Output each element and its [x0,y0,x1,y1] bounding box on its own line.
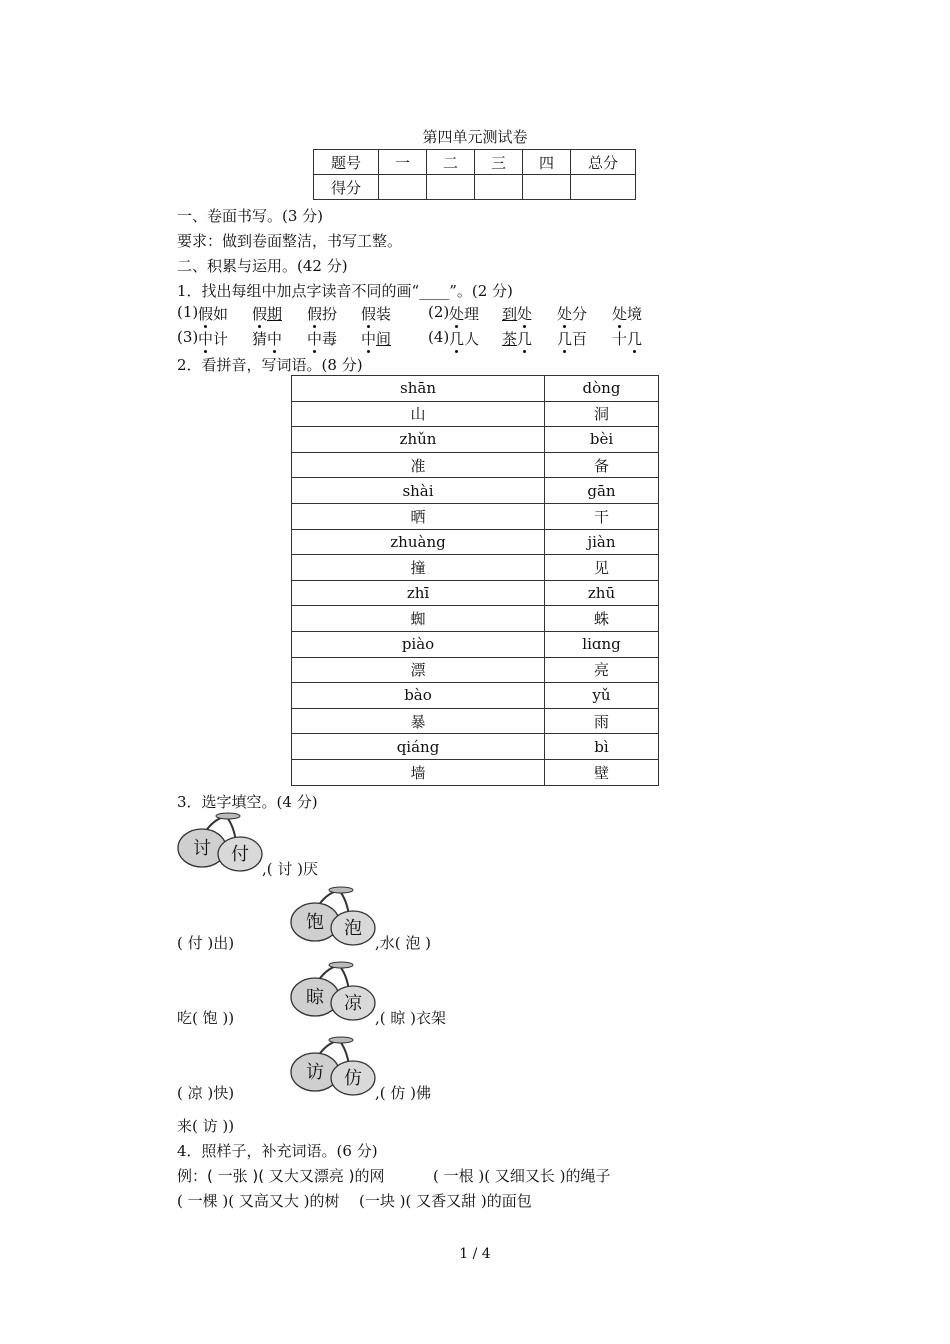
section1-heading: 一、卷面书写。(3 分) [177,207,324,225]
q2-prompt: 2．看拼音，写词语。(8 分) [177,356,363,374]
answer-row [292,657,659,683]
answer-cell[interactable]: 干 [545,503,659,529]
cherry-char-b: 凉 [344,993,362,1014]
pinyin-cell: bào [292,683,545,709]
q3-line: 吃( 饱 )) [177,1009,235,1027]
pinyin-row [292,683,659,709]
answer-row [292,555,659,581]
q3-line: ,( 仿 )佛 [375,1084,432,1102]
dotted-char: 中 [361,330,377,348]
q4-example-label: 例： [177,1167,208,1185]
answer-cell[interactable]: 准 [292,452,545,478]
word-rest: 毒 [322,330,338,348]
pinyin-row [292,734,659,760]
q1-word[interactable] [252,303,282,324]
pinyin-row [292,580,659,606]
score-header-cell: 三 [475,150,523,175]
cherry-char-b: 付 [231,844,249,865]
cherry-icon [289,886,377,948]
q1-word[interactable] [557,303,587,324]
dotted-char: 处 [449,305,465,323]
word-rest: 扮 [322,305,338,323]
pinyin-cell: zhǔn [292,427,545,453]
section1-requirement: 要求：做到卷面整洁，书写工整。 [177,232,403,250]
dotted-char: 几 [449,330,465,348]
q4-example: ( 一张 )( 又大又漂亮 )的网 [207,1167,385,1185]
score-row-label: 得分 [314,175,379,200]
answer-row [292,708,659,734]
q1-word[interactable] [361,303,391,324]
score-header-cell: 题号 [314,150,379,175]
q1-prompt: 1．找出每组中加点字读音不同的画“____”。(2 分) [177,282,513,300]
word-rest: 境 [627,305,643,323]
score-cell[interactable] [379,175,427,200]
pinyin-cell: bì [545,734,659,760]
q1-word[interactable] [252,328,282,349]
word-rest: 理 [464,305,480,323]
answer-row [292,759,659,785]
cherry-icon [289,1036,377,1098]
score-header-cell: 四 [523,150,571,175]
answer-row [292,401,659,427]
pinyin-cell: shān [292,376,545,402]
q4-item: ( 一根 )( 又细又长 )的绳子 [433,1167,611,1185]
q3-prompt: 3．选字填空。(4 分) [177,793,318,811]
answer-cell[interactable]: 晒 [292,503,545,529]
answer-row [292,503,659,529]
cherry-char-a: 晾 [306,987,324,1008]
score-header-cell: 一 [379,150,427,175]
q1-group4-label: (4) [428,328,450,346]
dotted-char: 几 [627,330,643,348]
q3-line: ( 付 )出) [177,934,235,952]
dotted-char: 处 [517,305,533,323]
pinyin-cell: dòng [545,376,659,402]
dotted-char: 中 [307,330,323,348]
q1-word[interactable] [502,303,532,324]
answer-cell[interactable]: 暴 [292,708,545,734]
q1-group1-label: (1) [177,303,199,321]
q1-word[interactable] [198,303,228,324]
pinyin-cell: zhū [545,580,659,606]
q1-word[interactable] [502,328,532,349]
answer-cell[interactable]: 见 [545,555,659,581]
pinyin-row [292,529,659,555]
score-table-header-row [314,150,636,175]
word-rest: 十 [612,330,628,348]
pinyin-row [292,631,659,657]
word-rest: 装 [376,305,392,323]
pinyin-cell: zhī [292,580,545,606]
answer-cell[interactable]: 山 [292,401,545,427]
word-rest: 分 [572,305,588,323]
q1-word[interactable] [307,328,337,349]
underlined-answer: 中间 [361,330,392,348]
pinyin-cell: zhuàng [292,529,545,555]
pinyin-cell: piào [292,631,545,657]
q1-word[interactable] [361,328,391,349]
pinyin-row [292,376,659,402]
cherry-char-a: 讨 [193,838,211,859]
q4-prompt: 4．照样子，补充词语。(6 分) [177,1142,378,1160]
q3-line: ( 凉 )快) [177,1084,235,1102]
q1-word[interactable] [198,328,228,349]
dotted-char: 中 [198,330,214,348]
dotted-char: 假 [252,305,268,323]
word-rest: 百 [572,330,588,348]
underlined-answer: 到处 [502,305,533,323]
underlined-answer: 茶几 [502,330,533,348]
word-rest: 人 [464,330,480,348]
cherry-char-b: 泡 [344,918,362,939]
q1-word[interactable] [449,328,479,349]
pinyin-cell: gān [545,478,659,504]
score-header-cell: 二 [427,150,475,175]
pinyin-row [292,478,659,504]
dotted-char: 假 [307,305,323,323]
score-header-cell: 总分 [571,150,636,175]
section2-heading: 二、积累与运用。(42 分) [177,257,348,275]
dotted-char: 假 [198,305,214,323]
underlined-answer: 假期 [252,305,283,323]
q1-group3-label: (3) [177,328,199,346]
answer-cell[interactable]: 撞 [292,555,545,581]
pinyin-table [291,375,659,786]
pinyin-row [292,427,659,453]
answer-cell[interactable]: 蜘 [292,606,545,632]
pinyin-cell: qiáng [292,734,545,760]
word-rest: 猜 [252,330,268,348]
q4-item: (一块 )( 又香又甜 )的面包 [359,1192,532,1210]
score-cell[interactable] [523,175,571,200]
q1-word[interactable] [612,328,642,349]
cherry-icon [289,961,377,1023]
cherry-char-a: 访 [306,1062,324,1083]
dotted-char: 处 [612,305,628,323]
q1-word[interactable] [307,303,337,324]
dotted-char: 中 [267,330,283,348]
answer-cell[interactable]: 洞 [545,401,659,427]
answer-row [292,452,659,478]
score-cell[interactable] [571,175,636,200]
page-number: 1 / 4 [459,1246,491,1262]
q3-line: 来( 访 )) [177,1117,235,1135]
answer-cell[interactable]: 亮 [545,657,659,683]
q4-item: ( 一棵 )( 又高又大 )的树 [177,1192,340,1210]
score-cell[interactable] [475,175,523,200]
score-cell[interactable] [427,175,475,200]
pinyin-cell: liɑng [545,631,659,657]
answer-cell[interactable]: 壁 [545,759,659,785]
pinyin-cell: shài [292,478,545,504]
answer-cell[interactable]: 墙 [292,759,545,785]
q3-line: ,( 晾 )衣架 [375,1009,447,1027]
answer-cell[interactable]: 漂 [292,657,545,683]
score-table-score-row [314,175,636,200]
answer-cell[interactable]: 备 [545,452,659,478]
answer-cell[interactable]: 雨 [545,708,659,734]
q3-line: ,( 讨 )厌 [262,860,319,878]
dotted-char: 假 [361,305,377,323]
q1-group2-label: (2) [428,303,450,321]
pinyin-cell: jiàn [545,529,659,555]
cherry-char-b: 仿 [344,1068,362,1089]
q1-word[interactable] [557,328,587,349]
dotted-char: 处 [557,305,573,323]
q1-word[interactable] [449,303,479,324]
cherry-char-a: 饱 [306,912,324,933]
dotted-char: 几 [517,330,533,348]
cherry-icon [176,812,264,874]
dotted-char: 几 [557,330,573,348]
q1-word[interactable] [612,303,642,324]
q4-example-line [177,1165,385,1186]
pinyin-cell: bèi [545,427,659,453]
pinyin-cell: yǔ [545,683,659,709]
word-rest: 如 [213,305,229,323]
score-table [313,149,636,200]
answer-cell[interactable]: 蛛 [545,606,659,632]
word-rest: 计 [213,330,229,348]
answer-row [292,606,659,632]
q3-line: ,水( 泡 ) [375,934,432,952]
page-title: 第四单元测试卷 [422,128,528,146]
